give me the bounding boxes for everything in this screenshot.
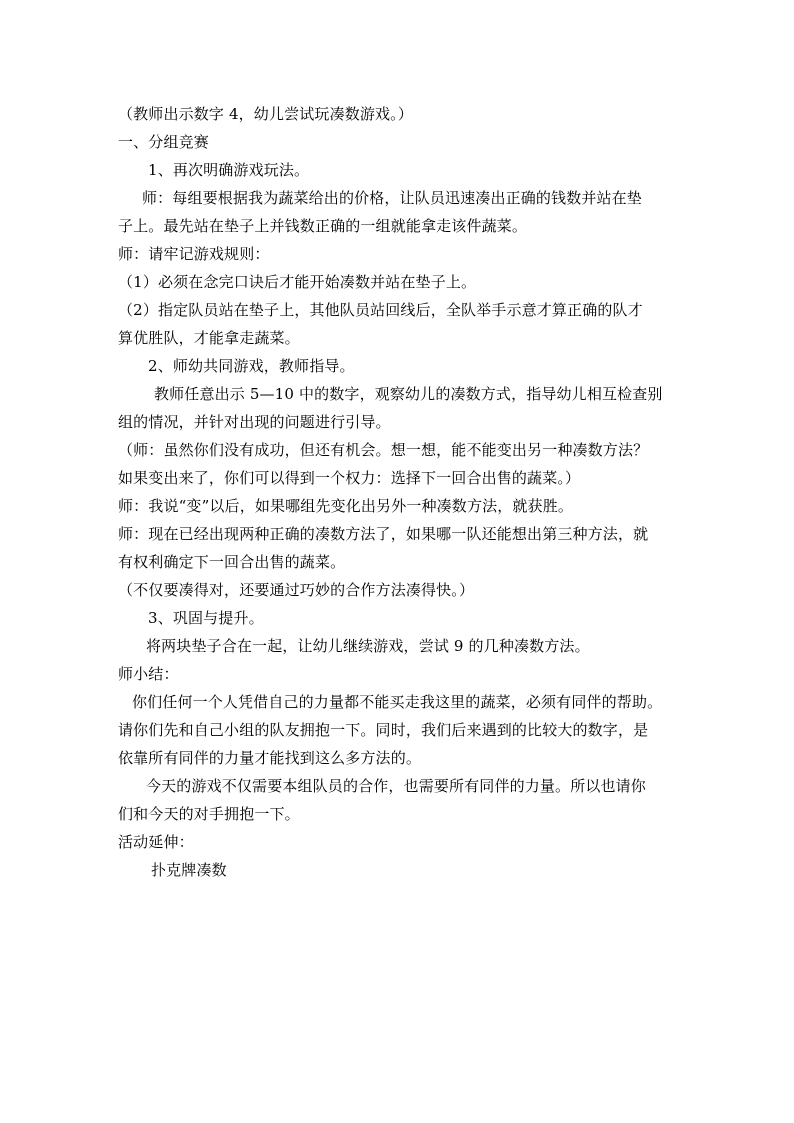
intro-note: （教师出示数字 4，幼儿尝试玩凑数游戏。） xyxy=(118,105,413,123)
paragraph-line: 们和今天的对手拥抱一下。 xyxy=(118,805,300,823)
step-1-heading: 1、再次明确游戏玩法。 xyxy=(148,161,310,179)
paragraph-line: 子上。最先站在垫子上并钱数正确的一组就能拿走该件蔬菜。 xyxy=(118,217,528,235)
paragraph-line: 你们任何一个人凭借自己的力量都不能买走我这里的蔬菜，必须有同伴的帮助。 xyxy=(132,693,663,711)
section-heading: 一、分组竞赛 xyxy=(118,133,209,151)
extension-item: 扑克牌凑数 xyxy=(151,861,227,879)
paragraph-line: 如果变出来了，你们可以得到一个权力：选择下一回合出售的蔬菜。） xyxy=(118,469,581,487)
rule-item: （2）指定队员站在垫子上，其他队员站回线后，全队举手示意才算正确的队才 xyxy=(118,301,643,319)
document-body xyxy=(118,100,680,884)
paragraph-line: 算优胜队，才能拿走蔬菜。 xyxy=(118,329,300,347)
paragraph-line: 今天的游戏不仅需要本组队员的合作，也需要所有同伴的力量。所以也请你 xyxy=(146,777,646,795)
paragraph-line: 依靠所有同伴的力量才能找到这么多方法的。 xyxy=(118,749,422,767)
step-2-heading: 2、师幼共同游戏，教师指导。 xyxy=(148,357,355,375)
paragraph-line: 师：现在已经出现两种正确的凑数方法了，如果哪一队还能想出第三种方法，就 xyxy=(118,525,649,543)
step-3-heading: 3、巩固与提升。 xyxy=(148,609,264,627)
paragraph-line: （师：虽然你们没有成功，但还有机会。想一想，能不能变出另一种凑数方法？ xyxy=(118,441,649,459)
extension-heading: 活动延伸： xyxy=(118,833,194,851)
paragraph-line: 师：我说“变”以后，如果哪组先变化出另外一种凑数方法，就获胜。 xyxy=(118,497,573,515)
paragraph-line: 师：每组要根据我为蔬菜给出的价格，让队员迅速凑出正确的钱数并站在垫 xyxy=(142,189,642,207)
paragraph-line: 组的情况，并针对出现的问题进行引导。 xyxy=(118,413,391,431)
rule-item: （1）必须在念完口诀后才能开始凑数并站在垫子上。 xyxy=(118,273,477,291)
rules-heading: 师：请牢记游戏规则： xyxy=(118,245,270,263)
paragraph-line: 请你们先和自己小组的队友拥抱一下。同时，我们后来遇到的比较大的数字，是 xyxy=(118,721,649,739)
paragraph-line: （不仅要凑得对，还要通过巧妙的合作方法凑得快。） xyxy=(118,581,475,599)
paragraph-line: 有权利确定下一回合出售的蔬菜。 xyxy=(118,553,346,571)
paragraph-line: 教师任意出示 5—10 中的数字，观察幼儿的凑数方式，指导幼儿相互检查别 xyxy=(154,385,663,403)
summary-heading: 师小结： xyxy=(118,665,179,683)
paragraph-line: 将两块垫子合在一起，让幼儿继续游戏，尝试 9 的几种凑数方法。 xyxy=(146,637,590,655)
